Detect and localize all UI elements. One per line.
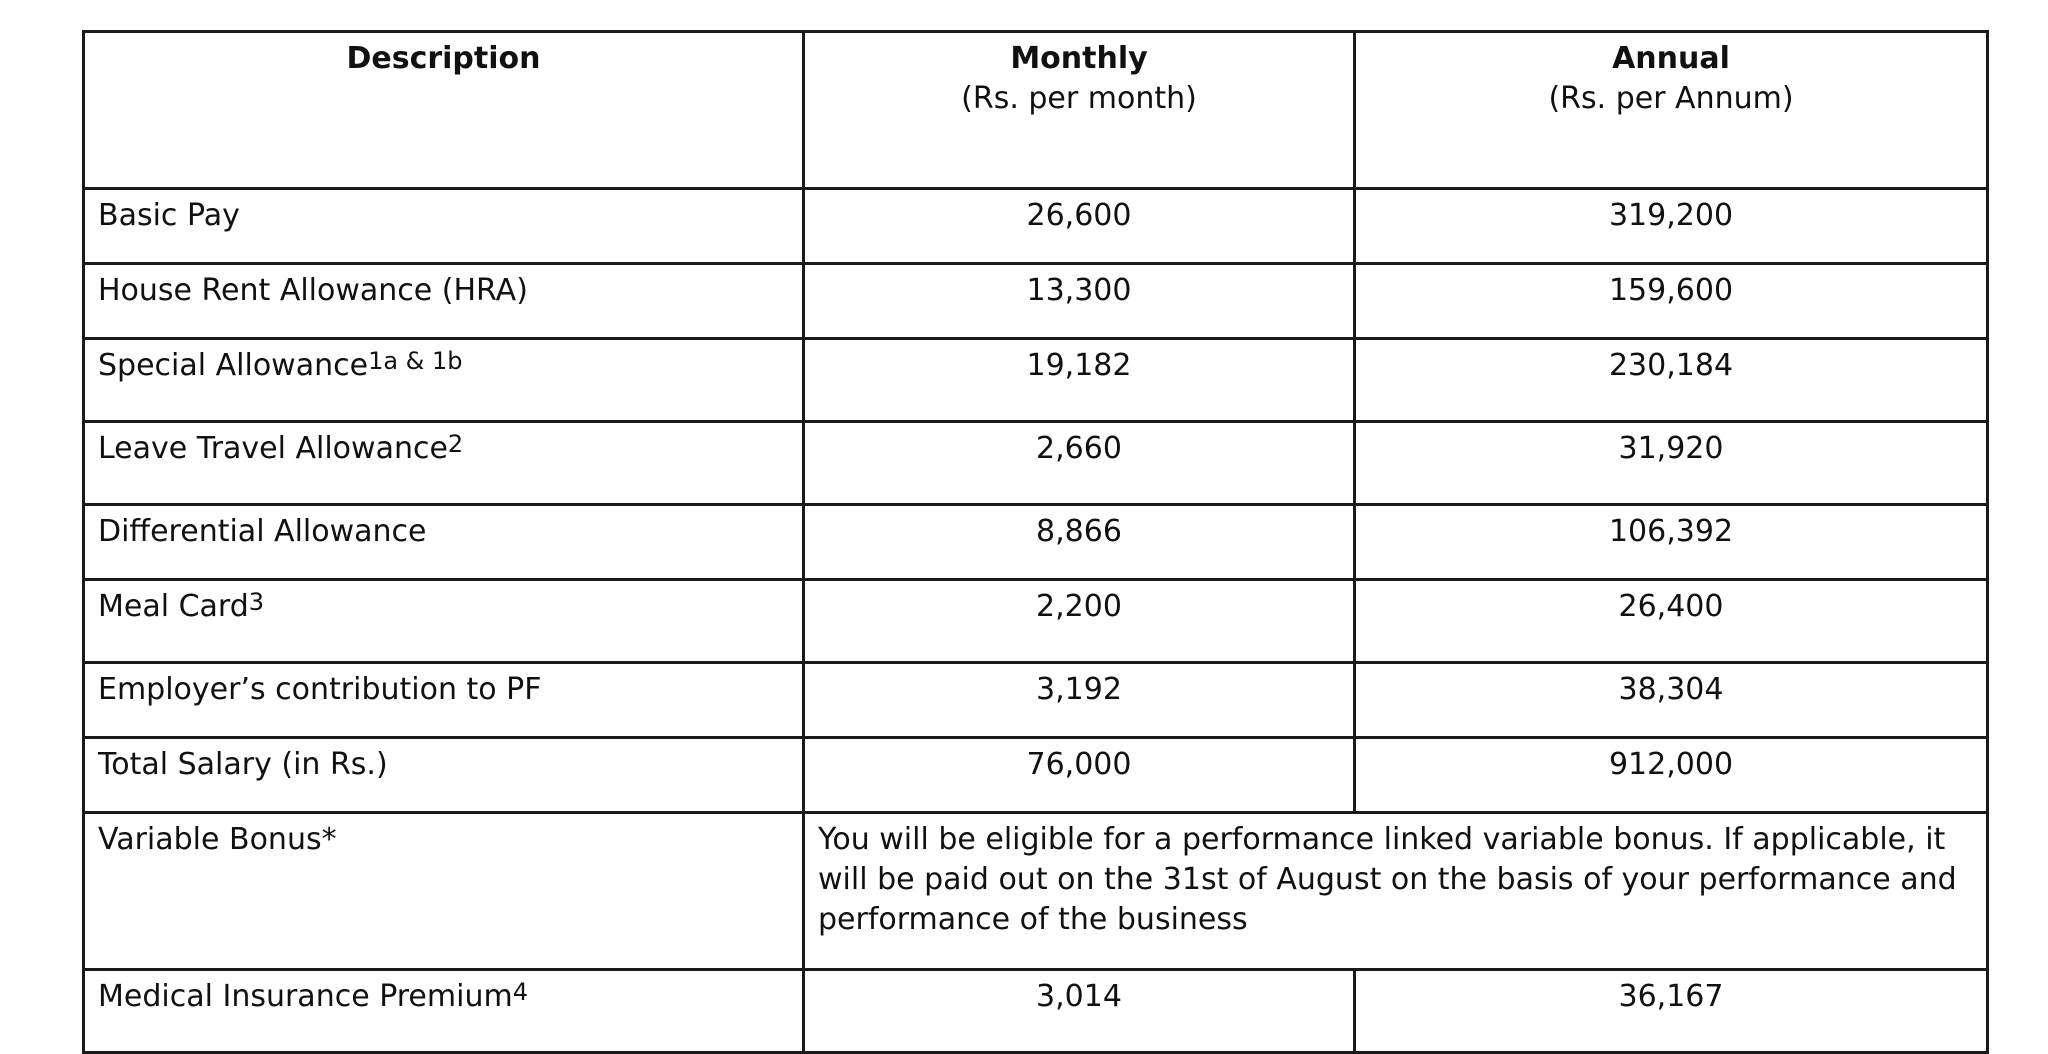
row-label-cell — [84, 422, 804, 505]
total-annual-value: 912,000 — [1355, 738, 1988, 813]
header-monthly-label: Monthly — [1010, 41, 1148, 76]
table-row — [84, 422, 1988, 505]
header-description-label: Description — [346, 41, 541, 76]
header-description — [84, 32, 804, 189]
row-label-cell — [84, 505, 804, 580]
monthly-value: 8,866 — [804, 505, 1355, 580]
total-row — [84, 738, 1988, 813]
footnote-marker: 3 — [248, 588, 265, 616]
row-label: Leave Travel Allowance — [98, 431, 448, 466]
variable-bonus-row — [84, 813, 1988, 970]
header-annual-subtitle: (Rs. per Annum) — [1548, 81, 1794, 116]
row-label: Meal Card — [98, 589, 249, 624]
row-label-cell — [84, 264, 804, 339]
footnote-marker: 1a & 1b — [368, 347, 463, 375]
header-annual — [1355, 32, 1988, 189]
monthly-value: 2,200 — [804, 580, 1355, 663]
footnote-marker: 4 — [512, 978, 528, 1006]
medical-monthly-value: 3,014 — [804, 970, 1355, 1053]
row-label: House Rent Allowance (HRA) — [98, 273, 528, 308]
monthly-value: 19,182 — [804, 339, 1355, 422]
table-row — [84, 339, 1988, 422]
monthly-value: 3,192 — [804, 663, 1355, 738]
row-label-cell — [84, 580, 804, 663]
table-row — [84, 580, 1988, 663]
row-label-cell — [84, 339, 804, 422]
footnote-marker: 2 — [447, 430, 464, 458]
annual-value: 159,600 — [1355, 264, 1988, 339]
annual-value: 38,304 — [1355, 663, 1988, 738]
medical-annual-value: 36,167 — [1355, 970, 1988, 1053]
table-row — [84, 505, 1988, 580]
table-row — [84, 663, 1988, 738]
table-header-row — [84, 32, 1988, 189]
medical-insurance-label: Medical Insurance Premium — [98, 979, 513, 1014]
row-label-cell — [84, 189, 804, 264]
annual-value: 230,184 — [1355, 339, 1988, 422]
row-label-cell — [84, 663, 804, 738]
medical-insurance-row — [84, 970, 1988, 1053]
total-monthly-value: 76,000 — [804, 738, 1355, 813]
monthly-value: 13,300 — [804, 264, 1355, 339]
salary-breakup-table — [82, 30, 1989, 1054]
annual-value: 26,400 — [1355, 580, 1988, 663]
annual-value: 31,920 — [1355, 422, 1988, 505]
header-monthly — [804, 32, 1355, 189]
row-label: Differential Allowance — [98, 514, 427, 549]
table-row — [84, 264, 1988, 339]
total-label: Total Salary (in Rs.) — [84, 738, 804, 813]
row-label: Employer’s contribution to PF — [98, 672, 542, 707]
monthly-value: 26,600 — [804, 189, 1355, 264]
monthly-value: 2,660 — [804, 422, 1355, 505]
header-annual-label: Annual — [1612, 41, 1730, 76]
variable-bonus-note: You will be eligible for a performance linked variable bonus. If applicable, it will be paid out on the 31st of August on the basis of your performance and performance of the business — [804, 813, 1988, 970]
annual-value: 319,200 — [1355, 189, 1988, 264]
annual-value: 106,392 — [1355, 505, 1988, 580]
table-row — [84, 189, 1988, 264]
row-label: Special Allowance — [98, 348, 369, 383]
header-monthly-subtitle: (Rs. per month) — [961, 81, 1197, 116]
variable-bonus-label: Variable Bonus* — [84, 813, 804, 970]
row-label: Basic Pay — [98, 198, 240, 233]
row-label-cell — [84, 970, 804, 1053]
